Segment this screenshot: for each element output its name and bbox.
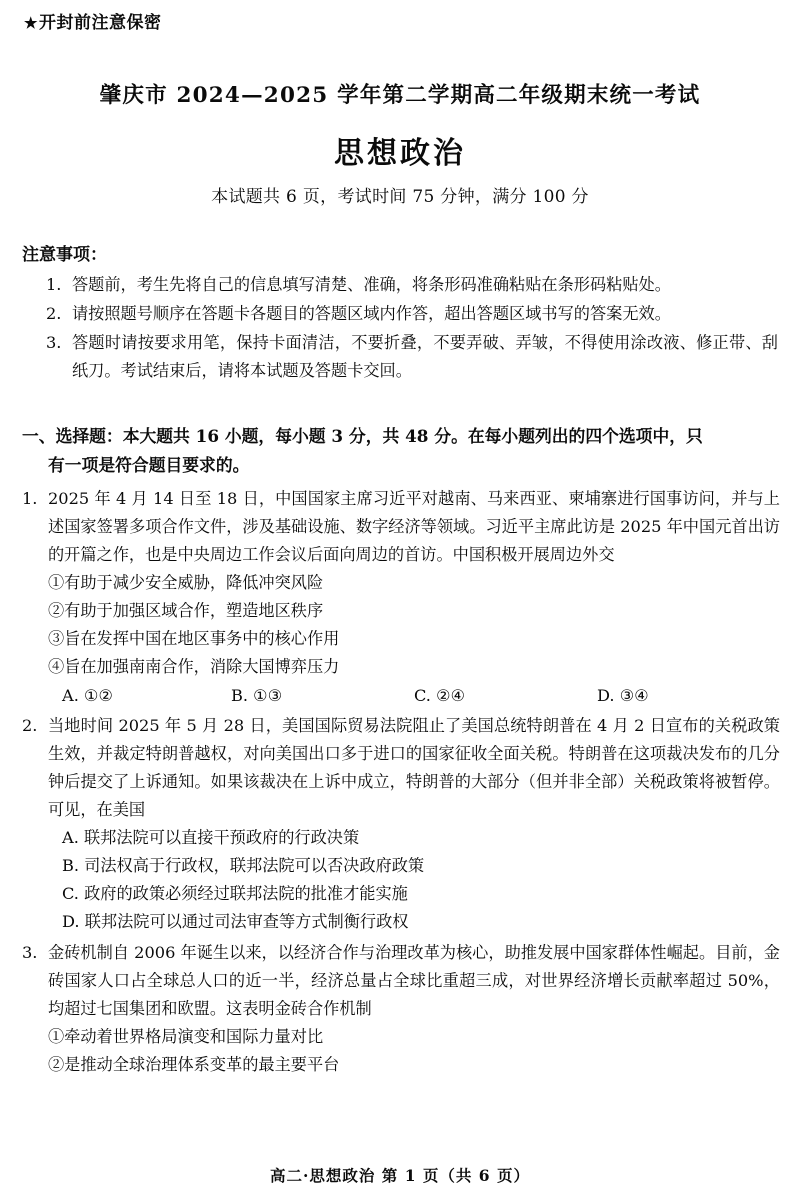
question-2	[22, 712, 780, 936]
page-footer: 高二·思想政治 第 1 页（共 6 页）	[270, 1166, 530, 1185]
notice-item-number: 3.	[46, 332, 62, 352]
question-statement: ①有助于减少安全威胁，降低冲突风险	[48, 573, 324, 593]
option-a[interactable]: A. 联邦法院可以直接干预政府的行政决策	[62, 828, 360, 848]
notice-item-number: 2.	[46, 303, 62, 323]
question-stem: 2025 年 4 月 14 日至 18 日，中国国家主席习近平对越南、马来西亚、柬埔寨进行国事访问，并与上述国家签署多项合作文件，涉及基础设施、数字经济等领域。习近平主席此访是 2025 年中国元首出访的开篇之作，也是中央周边工作会议后面向周边的首访。中国积极开展周边外交	[48, 489, 780, 565]
section-heading-line1	[22, 422, 778, 451]
list-item	[46, 329, 778, 387]
notice-item-number: 1.	[46, 275, 62, 294]
section-label: 一、选择题：	[22, 426, 123, 446]
question-list	[22, 485, 780, 1081]
question-number: 2.	[22, 716, 38, 736]
question-statement: ②有助于加强区域合作，塑造地区秩序	[48, 601, 324, 621]
question-body	[48, 939, 780, 1079]
option-c[interactable]: C. 政府的政策必须经过联邦法院的批准才能实施	[62, 884, 408, 904]
question-stem: 金砖机制自 2006 年诞生以来，以经济合作与治理改革为核心，助推发展中国家群体性崛起。目前，金砖国家人口占全球总人口的近一半，经济总量占全球比重超三成，对世界经济增长贡献率超过 50%，均超过七国集团和欧盟。这表明金砖合作机制	[48, 942, 780, 1018]
option-c[interactable]: C. ②④	[414, 686, 466, 706]
option-b[interactable]: B. 司法权高于行政权，联邦法院可以否决政府政策	[62, 856, 425, 876]
list-item	[46, 300, 778, 329]
question-stem: 当地时间 2025 年 5 月 28 日，美国国际贸易法院阻止了美国总统特朗普在 4 月 2 日宣布的关税政策生效，并裁定特朗普越权，对向美国出口多于进口的国家征收全面关税。特朗普在这项裁决发布的几分钟后提交了上诉通知。如果该裁决在上诉中成立，特朗普的大部分（但并非全部）关税政策将被暂停。可见，在美国	[48, 716, 780, 820]
question-number: 1.	[22, 489, 38, 508]
option-d[interactable]: D. 联邦法院可以通过司法审查等方式制衡行政权	[62, 912, 409, 932]
secrecy-notice	[24, 8, 161, 33]
section-heading	[22, 422, 778, 480]
option-a[interactable]: A. ①②	[62, 686, 114, 706]
question-options	[48, 824, 780, 936]
question-body	[48, 485, 780, 710]
question-statement: ③旨在发挥中国在地区事务中的核心作用	[48, 629, 340, 649]
notice-item-text: 答题时请按要求用笔，保持卡面清洁，不要折叠，不要弄破、弄皱，不得使用涂改液、修正带、刮纸刀。考试结束后，请将本试题及答题卡交回。	[72, 332, 778, 381]
question-body	[48, 712, 780, 936]
option-d[interactable]: D. ③④	[597, 686, 649, 706]
subject-title: 思想政治	[334, 136, 466, 171]
notice-list	[22, 271, 778, 386]
question-statement: ④旨在加强南南合作，消除大国博弈压力	[48, 657, 340, 677]
section-heading-line2: 有一项是符合题目要求的。	[48, 454, 250, 475]
star-icon: ★	[24, 14, 38, 32]
secrecy-notice-text: 开封前注意保密	[38, 13, 162, 33]
notice-item-text: 请按照题号顺序在答题卡各题目的答题区域内作答，超出答题区域书写的答案无效。	[72, 303, 671, 323]
section-heading-text: 本大题共 16 小题，每小题 3 分，共 48 分。在每小题列出的四个选项中，只	[122, 426, 703, 446]
notice-block	[22, 240, 778, 386]
question-options	[48, 682, 780, 710]
question-statement: ①牵动着世界格局演变和国际力量对比	[48, 1026, 324, 1046]
notice-heading: 注意事项：	[22, 245, 107, 265]
question-3	[22, 939, 780, 1079]
option-b[interactable]: B. ①③	[231, 686, 283, 706]
exam-meta: 本试题共 6 页，考试时间 75 分钟，满分 100 分	[211, 187, 589, 207]
question-1	[22, 485, 780, 710]
question-number: 3.	[22, 942, 38, 962]
question-statement: ②是推动全球治理体系变革的最主要平台	[48, 1054, 340, 1074]
list-item	[46, 271, 778, 300]
notice-item-text: 答题前，考生先将自己的信息填写清楚、准确，将条形码准确粘贴在条形码粘贴处。	[72, 275, 671, 294]
exam-title: 肇庆市 2024—2025 学年第二学期高二年级期末统一考试	[99, 83, 701, 108]
